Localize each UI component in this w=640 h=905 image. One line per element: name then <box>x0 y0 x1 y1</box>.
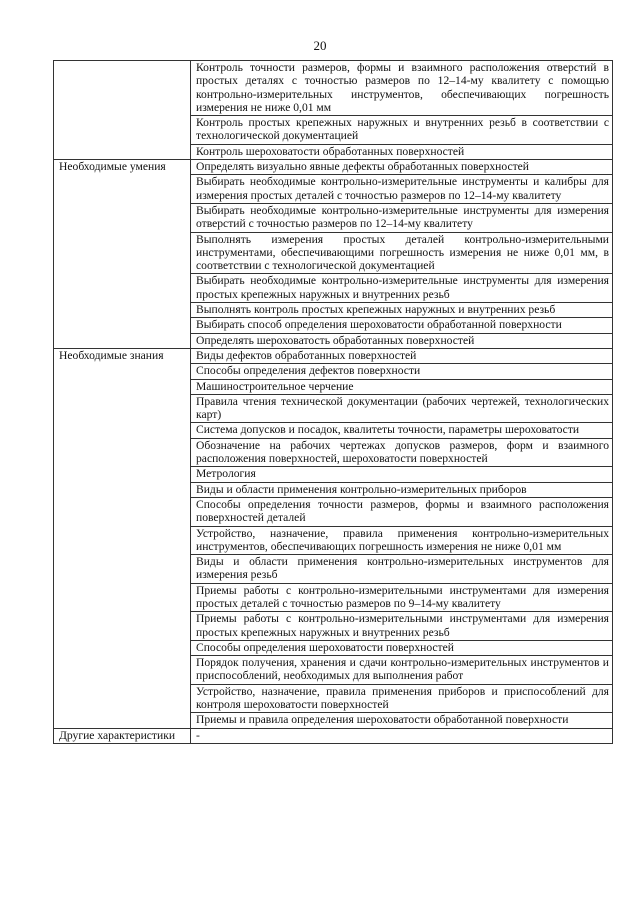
requirement-item: Выполнять измерения простых деталей контрольно-измерительными инструментами, обеспечивающими погрешность измерения не ниже 0,01 мм, в соответствии с технологической документацией <box>191 232 613 274</box>
requirement-item: Контроль шероховатости обработанных поверхностей <box>191 144 613 159</box>
row-label: Необходимые знания <box>54 348 191 728</box>
page-number: 20 <box>313 38 327 53</box>
requirement-item: Выбирать способ определения шероховатости обработанной поверхности <box>191 318 613 333</box>
competency-table <box>53 60 613 744</box>
requirement-item: Контроль простых крепежных наружных и внутренних резьб в соответствии с технологической документацией <box>191 116 613 145</box>
requirement-item: Машиностроительное черчение <box>191 379 613 394</box>
requirement-item: Способы определения шероховатости поверхностей <box>191 640 613 655</box>
row-label: Другие характеристики <box>54 728 191 743</box>
row-label: Необходимые умения <box>54 160 191 349</box>
requirement-item: Обозначение на рабочих чертежах допусков размеров, форм и взаимного расположения поверхностей, шероховатости поверхностей <box>191 438 613 467</box>
table-row <box>54 61 613 116</box>
requirement-item: Способы определения дефектов поверхности <box>191 364 613 379</box>
table-row <box>54 348 613 363</box>
requirement-item: Виды дефектов обработанных поверхностей <box>191 348 613 363</box>
requirement-item: Выбирать необходимые контрольно-измерительные инструменты для измерения отверстий с точностью размеров по 12–14-му квалитету <box>191 203 613 232</box>
requirement-item: Приемы и правила определения шероховатости обработанной поверхности <box>191 713 613 728</box>
requirement-item: Определять визуально явные дефекты обработанных поверхностей <box>191 160 613 175</box>
requirement-item: Порядок получения, хранения и сдачи контрольно-измерительных инструментов и приспособлений, необходимых для выполнения работ <box>191 656 613 685</box>
requirement-item: Правила чтения технической документации (рабочих чертежей, технологических карт) <box>191 394 613 423</box>
requirement-item: Устройство, назначение, правила применения контрольно-измерительных инструментов, обеспечивающих погрешность измерения не ниже 0,01 мм <box>191 526 613 555</box>
requirement-item: Система допусков и посадок, квалитеты точности, параметры шероховатости <box>191 423 613 438</box>
requirement-item: Способы определения точности размеров, формы и взаимного расположения поверхностей деталей <box>191 497 613 526</box>
requirement-item: Устройство, назначение, правила применения приборов и приспособлений для контроля шероховатости поверхностей <box>191 684 613 713</box>
requirement-item: Выбирать необходимые контрольно-измерительные инструменты для измерения простых крепежных наружных и внутренних резьб <box>191 274 613 303</box>
requirement-item: Метрология <box>191 467 613 482</box>
requirement-item: Виды и области применения контрольно-измерительных приборов <box>191 482 613 497</box>
table-row <box>54 160 613 175</box>
requirement-item: Определять шероховатость обработанных поверхностей <box>191 333 613 348</box>
requirement-item: Выбирать необходимые контрольно-измерительные инструменты и калибры для измерения простых деталей с точностью размеров по 12–14-му квалитету <box>191 175 613 204</box>
requirement-item: Приемы работы с контрольно-измерительными инструментами для измерения простых крепежных наружных и внутренних резьб <box>191 612 613 641</box>
row-label <box>54 61 191 160</box>
requirement-item: Выполнять контроль простых крепежных наружных и внутренних резьб <box>191 303 613 318</box>
requirement-item: - <box>191 728 613 743</box>
requirement-item: Виды и области применения контрольно-измерительных инструментов для измерения резьб <box>191 555 613 584</box>
requirement-item: Приемы работы с контрольно-измерительными инструментами для измерения простых деталей с точностью размеров по 9–14-му квалитету <box>191 583 613 612</box>
table-row <box>54 728 613 743</box>
requirement-item: Контроль точности размеров, формы и взаимного расположения отверстий в простых деталях с точностью размеров по 12–14-му квалитету с помощью контрольно-измерительных инструментов, обеспечивающих погрешность измерения не ниже 0,01 мм <box>191 61 613 116</box>
